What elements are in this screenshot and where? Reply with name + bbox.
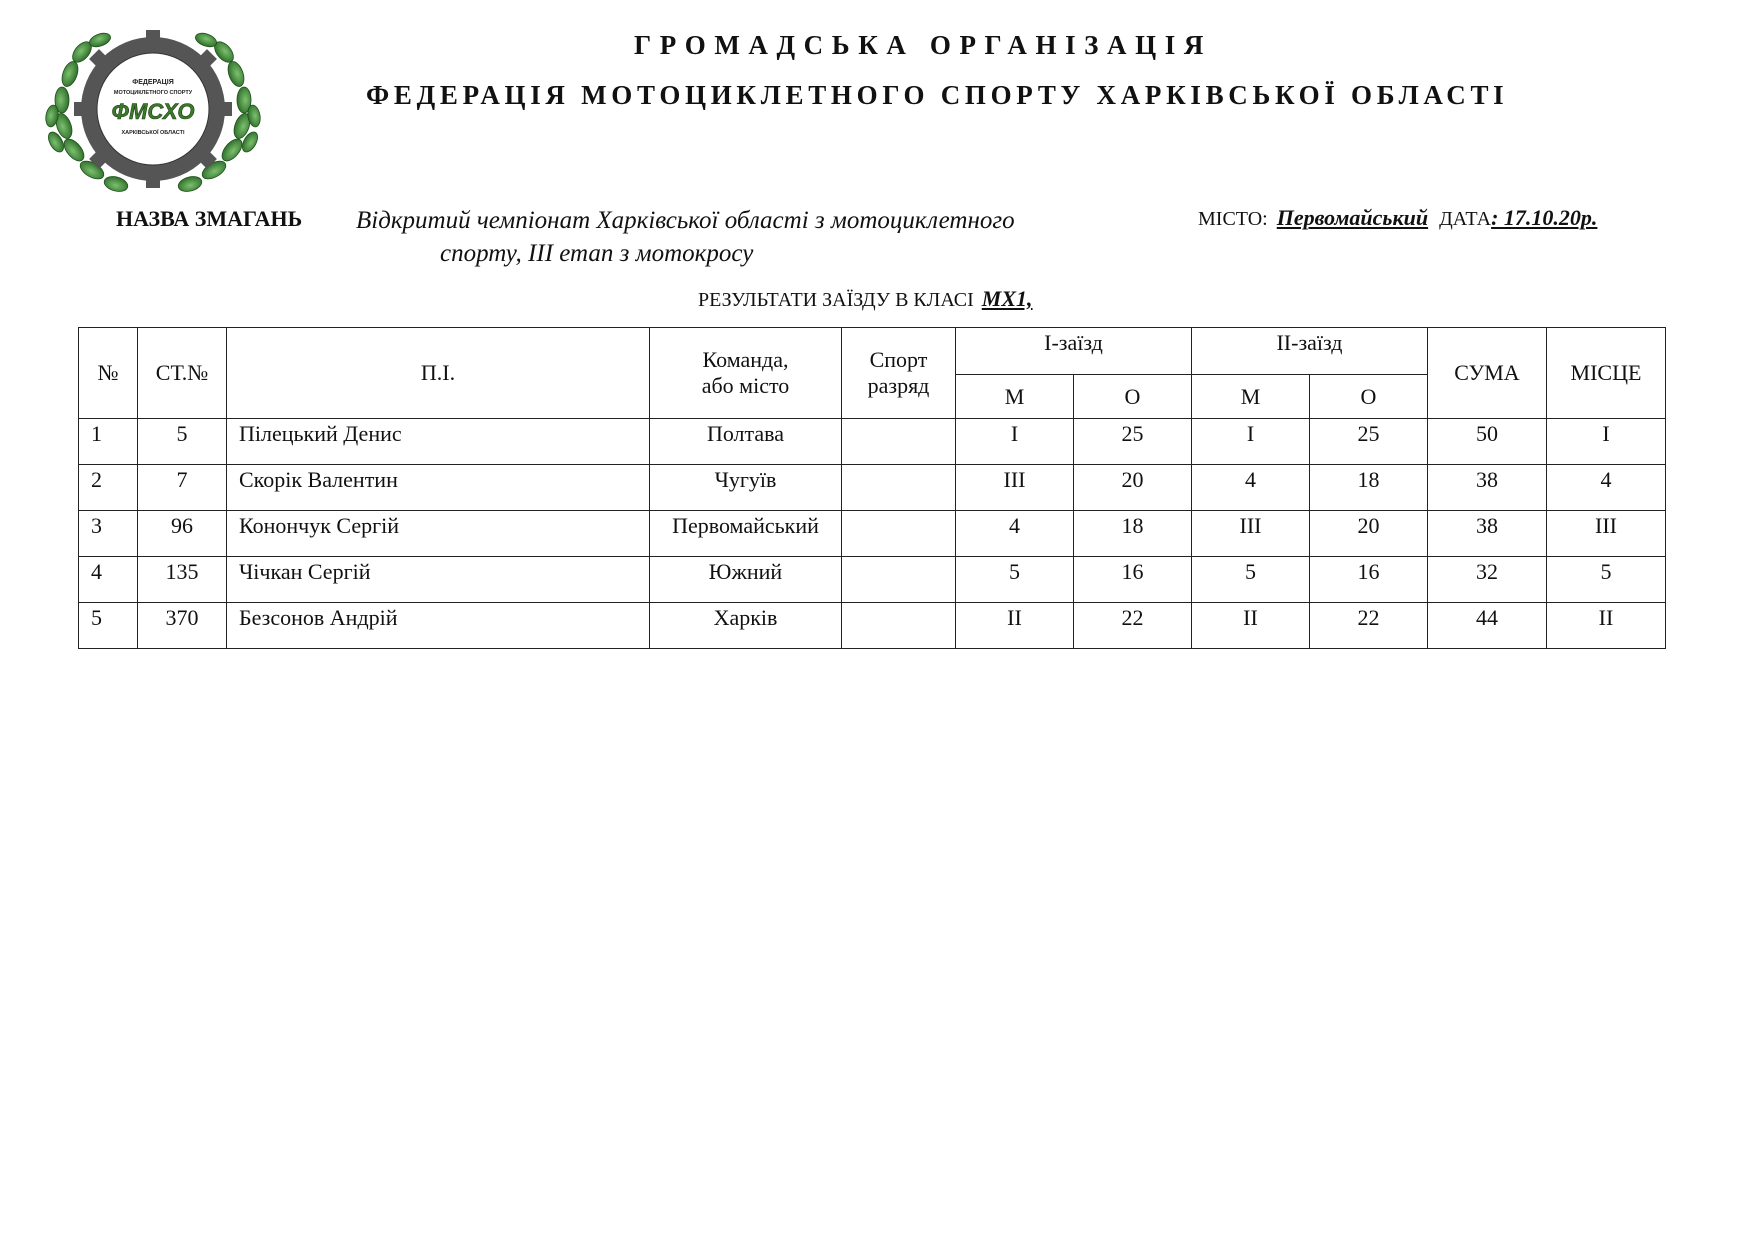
cell-no: 1 <box>79 419 138 465</box>
cell-r1-points: 20 <box>1074 465 1192 511</box>
header-team-line1: Команда, <box>702 347 789 372</box>
header-no: № <box>79 328 138 419</box>
cell-r1-place: ІІ <box>956 603 1074 649</box>
cell-rank <box>842 557 956 603</box>
cell-r2-place: 5 <box>1192 557 1310 603</box>
cell-r1-points: 18 <box>1074 511 1192 557</box>
cell-team: Южний <box>650 557 842 603</box>
header-race2-points: О <box>1310 375 1428 419</box>
cell-r2-place: ІІ <box>1192 603 1310 649</box>
cell-r2-points: 25 <box>1310 419 1428 465</box>
cell-r2-points: 22 <box>1310 603 1428 649</box>
cell-no: 5 <box>79 603 138 649</box>
city-date <box>1198 205 1603 231</box>
date-label: ДАТА <box>1439 208 1492 230</box>
cell-r1-place: 5 <box>956 557 1074 603</box>
header-name: П.І. <box>227 328 650 419</box>
cell-sum: 32 <box>1428 557 1547 603</box>
competition-label: НАЗВА ЗМАГАНЬ <box>116 206 303 231</box>
cell-name: Безсонов Андрій <box>227 603 650 649</box>
header-rank-line2: разряд <box>867 373 930 398</box>
cell-place: І <box>1547 419 1666 465</box>
cell-r1-place: І <box>956 419 1074 465</box>
cell-team: Чугуїв <box>650 465 842 511</box>
results-title <box>698 286 1033 312</box>
cell-r2-points: 18 <box>1310 465 1428 511</box>
cell-start-no: 135 <box>138 557 227 603</box>
federation-emblem-icon <box>42 12 264 210</box>
logo-abbr: ФМСХО <box>111 99 195 124</box>
logo-mid-text: МОТОЦИКЛЕТНОГО СПОРТУ <box>113 90 193 96</box>
cell-r2-place: ІІІ <box>1192 511 1310 557</box>
org-title-line2: ФЕДЕРАЦІЯ МОТОЦИКЛЕТНОГО СПОРТУ ХАРКІВСЬКОЇ ОБЛАСТІ <box>366 80 1509 110</box>
results-title-text: РЕЗУЛЬТАТИ ЗАЇЗДУ В КЛАСІ <box>698 289 974 311</box>
cell-sum: 38 <box>1428 511 1547 557</box>
cell-name: Конончук Сергій <box>227 511 650 557</box>
header-place: МІСЦЕ <box>1547 328 1666 419</box>
cell-team: Первомайський <box>650 511 842 557</box>
cell-r1-points: 25 <box>1074 419 1192 465</box>
header-sum: СУМА <box>1428 328 1547 419</box>
table-row <box>79 419 1666 465</box>
logo-top-text: ФЕДЕРАЦІЯ <box>132 79 174 86</box>
cell-no: 3 <box>79 511 138 557</box>
table-row <box>79 511 1666 557</box>
table-row <box>79 465 1666 511</box>
cell-r2-points: 16 <box>1310 557 1428 603</box>
cell-place: 4 <box>1547 465 1666 511</box>
cell-place: ІІ <box>1547 603 1666 649</box>
cell-sum: 38 <box>1428 465 1547 511</box>
org-title-line1: ГРОМАДСЬКА ОРГАНІЗАЦІЯ <box>634 30 1212 60</box>
cell-name: Чічкан Сергій <box>227 557 650 603</box>
header-race1: І-заїзд <box>956 328 1192 375</box>
cell-r1-place: ІІІ <box>956 465 1074 511</box>
cell-r1-points: 22 <box>1074 603 1192 649</box>
results-class: MX1, <box>981 286 1033 311</box>
competition-name <box>356 204 1015 270</box>
competition-name-line1: Відкритий чемпіонат Харківської області з мотоциклетного <box>356 207 1015 234</box>
cell-r2-place: 4 <box>1192 465 1310 511</box>
cell-name: Скорік Валентин <box>227 465 650 511</box>
cell-start-no: 5 <box>138 419 227 465</box>
cell-sum: 50 <box>1428 419 1547 465</box>
cell-rank <box>842 465 956 511</box>
table-row <box>79 557 1666 603</box>
table-row <box>79 603 1666 649</box>
cell-team: Полтава <box>650 419 842 465</box>
header-start-no: СТ.№ <box>138 328 227 419</box>
cell-rank <box>842 511 956 557</box>
cell-start-no: 7 <box>138 465 227 511</box>
header-rank <box>842 328 956 419</box>
date-value: : 17.10.20р. <box>1491 205 1598 230</box>
cell-place: 5 <box>1547 557 1666 603</box>
cell-no: 4 <box>79 557 138 603</box>
cell-place: ІІІ <box>1547 511 1666 557</box>
cell-start-no: 370 <box>138 603 227 649</box>
logo-bottom-text: ХАРКІВСЬКОЇ ОБЛАСТІ <box>121 130 185 136</box>
city-value: Первомайський <box>1276 205 1429 230</box>
city-label: МІСТО: <box>1198 208 1268 230</box>
header-race2: ІІ-заїзд <box>1192 328 1428 375</box>
cell-name: Пілецький Денис <box>227 419 650 465</box>
cell-r1-place: 4 <box>956 511 1074 557</box>
cell-r1-points: 16 <box>1074 557 1192 603</box>
cell-start-no: 96 <box>138 511 227 557</box>
cell-sum: 44 <box>1428 603 1547 649</box>
cell-rank <box>842 603 956 649</box>
competition-name-line2: спорту, ІІІ етап з мотокросу <box>440 240 754 267</box>
header-race1-place: М <box>956 375 1074 419</box>
header-race2-place: М <box>1192 375 1310 419</box>
header-team <box>650 328 842 419</box>
header-rank-line1: Спорт <box>869 347 928 372</box>
header-race1-points: О <box>1074 375 1192 419</box>
cell-no: 2 <box>79 465 138 511</box>
results-table <box>78 327 1666 649</box>
header-team-line2: або місто <box>701 373 790 398</box>
cell-team: Харків <box>650 603 842 649</box>
cell-rank <box>842 419 956 465</box>
cell-r2-points: 20 <box>1310 511 1428 557</box>
cell-r2-place: І <box>1192 419 1310 465</box>
